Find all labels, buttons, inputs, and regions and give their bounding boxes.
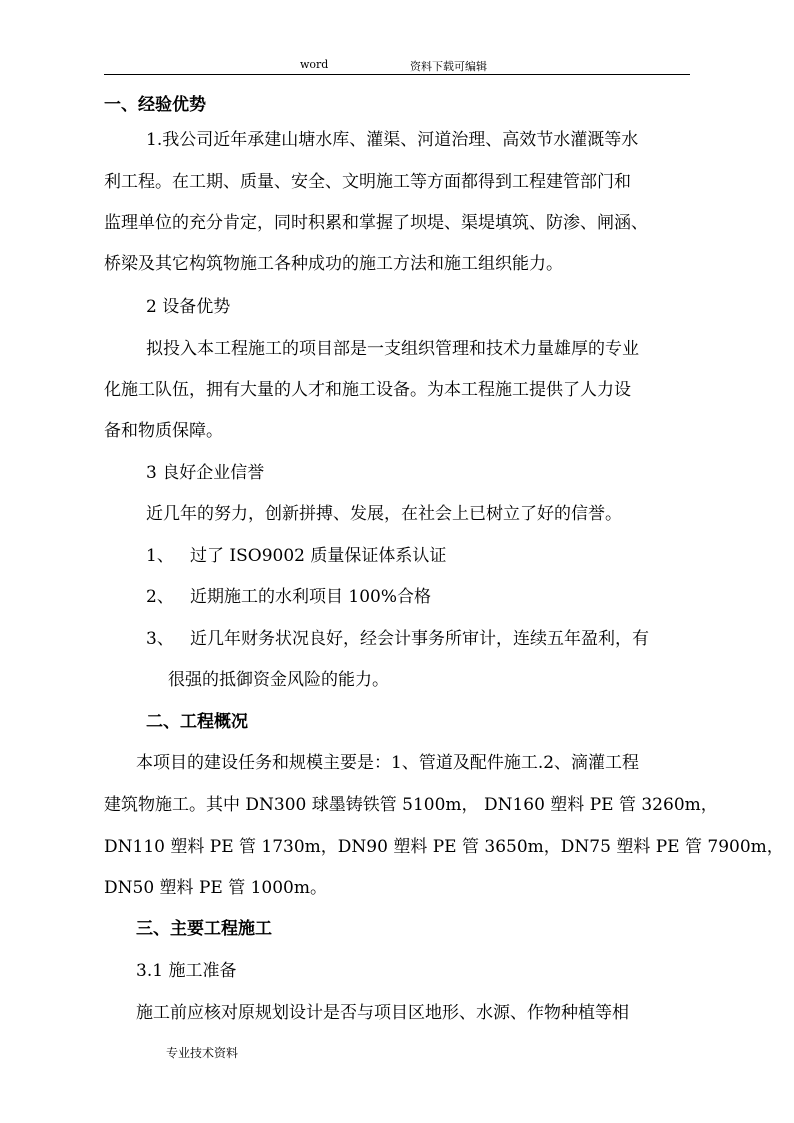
list-item-3-number: 3、 bbox=[146, 629, 174, 649]
subheading-equipment: 2 设备优势 bbox=[146, 297, 231, 317]
paragraph-5: 施工前应核对原规划设计是否与项目区地形、水源、作物种植等相 bbox=[136, 1003, 629, 1023]
header-left-text: word bbox=[300, 58, 329, 71]
paragraph-2-line-3: 备和物质保障。 bbox=[104, 421, 223, 441]
paragraph-4-line-4: DN50 塑料 PE 管 1000m。 bbox=[104, 878, 327, 898]
paragraph-1-line-1: 1.我公司近年承建山塘水库、灌渠、河道治理、高效节水灌溉等水 bbox=[146, 130, 639, 150]
paragraph-2-line-1: 拟投入本工程施工的项目部是一支组织管理和技术力量雄厚的专业 bbox=[146, 339, 639, 359]
list-item-3-continuation: 很强的抵御资金风险的能力。 bbox=[168, 670, 389, 690]
header-rule bbox=[104, 74, 690, 75]
paragraph-4-line-2: 建筑物施工。其中 DN300 球墨铸铁管 5100m， DN160 塑料 PE 管 3260m， bbox=[104, 795, 718, 815]
paragraph-4-line-3: DN110 塑料 PE 管 1730m，DN90 塑料 PE 管 3650m，DN75 塑料 PE 管 7900m， bbox=[104, 837, 784, 857]
header-right-text: 资料下载可编辑 bbox=[410, 60, 487, 73]
list-item-1-number: 1、 bbox=[146, 546, 174, 566]
page-header bbox=[0, 58, 794, 74]
subheading-construction-prep: 3.1 施工准备 bbox=[136, 961, 237, 981]
section-1-title: 一、经验优势 bbox=[104, 95, 206, 115]
paragraph-1-line-2: 利工程。在工期、质量、安全、文明施工等方面都得到工程建管部门和 bbox=[104, 172, 631, 192]
paragraph-1-line-3: 监理单位的充分肯定，同时积累和掌握了坝堤、渠堤填筑、防渗、闸涵、 bbox=[104, 213, 648, 233]
list-item-2-number: 2、 bbox=[146, 587, 174, 607]
list-item-3-text: 近几年财务状况良好，经会计事务所审计，连续五年盈利，有 bbox=[190, 629, 649, 649]
page-footer: 专业技术资料 bbox=[166, 1046, 239, 1060]
paragraph-4-line-1: 本项目的建设任务和规模主要是：1、管道及配件施工.2、滴灌工程 bbox=[136, 753, 640, 773]
list-item-2-text: 近期施工的水利项目 100%合格 bbox=[190, 587, 432, 607]
section-3-title: 三、主要工程施工 bbox=[136, 919, 272, 939]
list-item-1-text: 过了 ISO9002 质量保证体系认证 bbox=[190, 546, 447, 566]
section-2-title: 二、工程概况 bbox=[146, 712, 248, 732]
paragraph-3: 近几年的努力，创新拼搏、发展，在社会上已树立了好的信誉。 bbox=[146, 504, 622, 524]
paragraph-2-line-2: 化施工队伍，拥有大量的人才和施工设备。为本工程施工提供了人力设 bbox=[104, 380, 631, 400]
paragraph-1-line-4: 桥梁及其它构筑物施工各种成功的施工方法和施工组织能力。 bbox=[104, 254, 563, 274]
subheading-reputation: 3 良好企业信誉 bbox=[146, 463, 265, 483]
